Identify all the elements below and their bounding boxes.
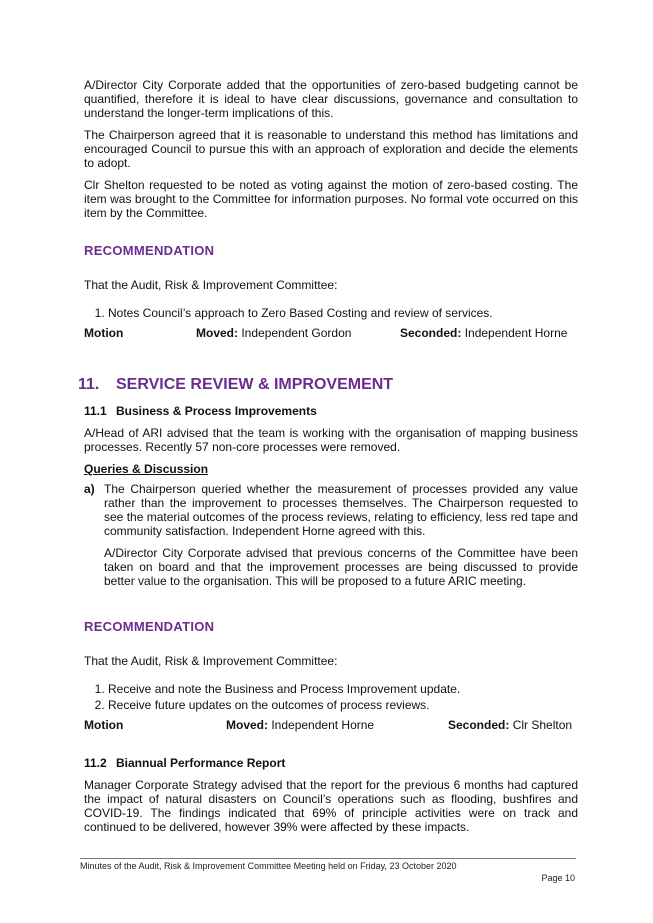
seconded-by: Seconded: Clr Shelton [448, 718, 573, 732]
recommendation-heading-2: RECOMMENDATION [84, 619, 215, 634]
discussion-item-a [84, 482, 578, 596]
motion-row-2 [84, 718, 578, 732]
recommendation-intro-2: That the Audit, Risk & Improvement Committee: [84, 654, 338, 668]
paragraph-budgeting: A/Director City Corporate added that the opportunities of zero-based budgeting cannot be quantified, therefore it is ideal to have clear discussions, governance and consultation to understand the longer-term implications of this. [84, 78, 578, 120]
subsection-number: 11.2 [84, 756, 107, 770]
section-number: 11. [78, 376, 100, 393]
subsection-title: Biannual Performance Report [116, 756, 286, 770]
paragraph-performance-report: Manager Corporate Strategy advised that the report for the previous 6 months had captured the impact of natural disasters on Council’s operations such as flooding, bushfires and COVID-19. The findings indicated that 69% of principle activities were on track and continued to be delivered, however 39% were affected by these impacts. [84, 778, 578, 834]
recommendation-heading-1: RECOMMENDATION [84, 243, 215, 258]
subsection-title: Business & Process Improvements [116, 404, 317, 418]
queries-discussion-heading: Queries & Discussion [84, 462, 209, 476]
item-marker: a) [84, 482, 95, 496]
recommendation-list-2 [84, 682, 578, 712]
list-item: 1. Receive and note the Business and Process Improvement update. [108, 682, 578, 696]
moved-by: Moved: Independent Horne [226, 718, 375, 732]
recommendation-list-1 [84, 306, 578, 320]
motion-row-1 [84, 326, 578, 340]
page-number: Page 10 [541, 873, 575, 883]
subsection-heading-11-1 [84, 404, 578, 418]
paragraph-process-mapping: A/Head of ARI advised that the team is working with the organisation of mapping business processes. Recently 57 non-core processes were removed. [84, 426, 578, 454]
footer-divider [80, 858, 576, 859]
list-item: 2. Receive future updates on the outcomes of process reviews. [108, 698, 578, 712]
document-page [78, 78, 578, 842]
paragraph-clr-shelton: Clr Shelton requested to be noted as voting against the motion of zero-based costing. The item was brought to the Committee for information purposes. No formal vote occurred on this item by the Committee. [84, 178, 578, 220]
seconded-by: Seconded: Independent Horne [400, 326, 568, 340]
section-title: SERVICE REVIEW & IMPROVEMENT [116, 376, 394, 393]
moved-by: Moved: Independent Gordon [196, 326, 352, 340]
subsection-heading-11-2 [84, 756, 578, 770]
subsection-number: 11.1 [84, 404, 107, 418]
list-item: 1. Notes Council’s approach to Zero Based Costing and review of services. [108, 306, 578, 320]
recommendation-intro-1: That the Audit, Risk & Improvement Committee: [84, 278, 338, 292]
motion-label: Motion [84, 326, 124, 340]
discussion-text-1: The Chairperson queried whether the measurement of processes provided any value rather than the improvement to processes themselves. The Chairperson requested to see the material outcomes of the process reviews, relating to efficiency, less red tape and community satisfaction. Independent Horne agreed with this. [104, 482, 578, 538]
footer-text: Minutes of the Audit, Risk & Improvement Committee Meeting held on Friday, 23 October 2020 [80, 861, 457, 871]
motion-label: Motion [84, 718, 124, 732]
section-heading-11 [78, 376, 578, 394]
paragraph-chairperson-agreed: The Chairperson agreed that it is reasonable to understand this method has limitations and encouraged Council to pursue this with an approach of exploration and decide the elements to adopt. [84, 128, 578, 170]
discussion-text-2: A/Director City Corporate advised that previous concerns of the Committee have been taken on board and that the improvement processes are being discussed to provide better value to the organisation. This will be proposed to a future ARIC meeting. [104, 546, 578, 588]
